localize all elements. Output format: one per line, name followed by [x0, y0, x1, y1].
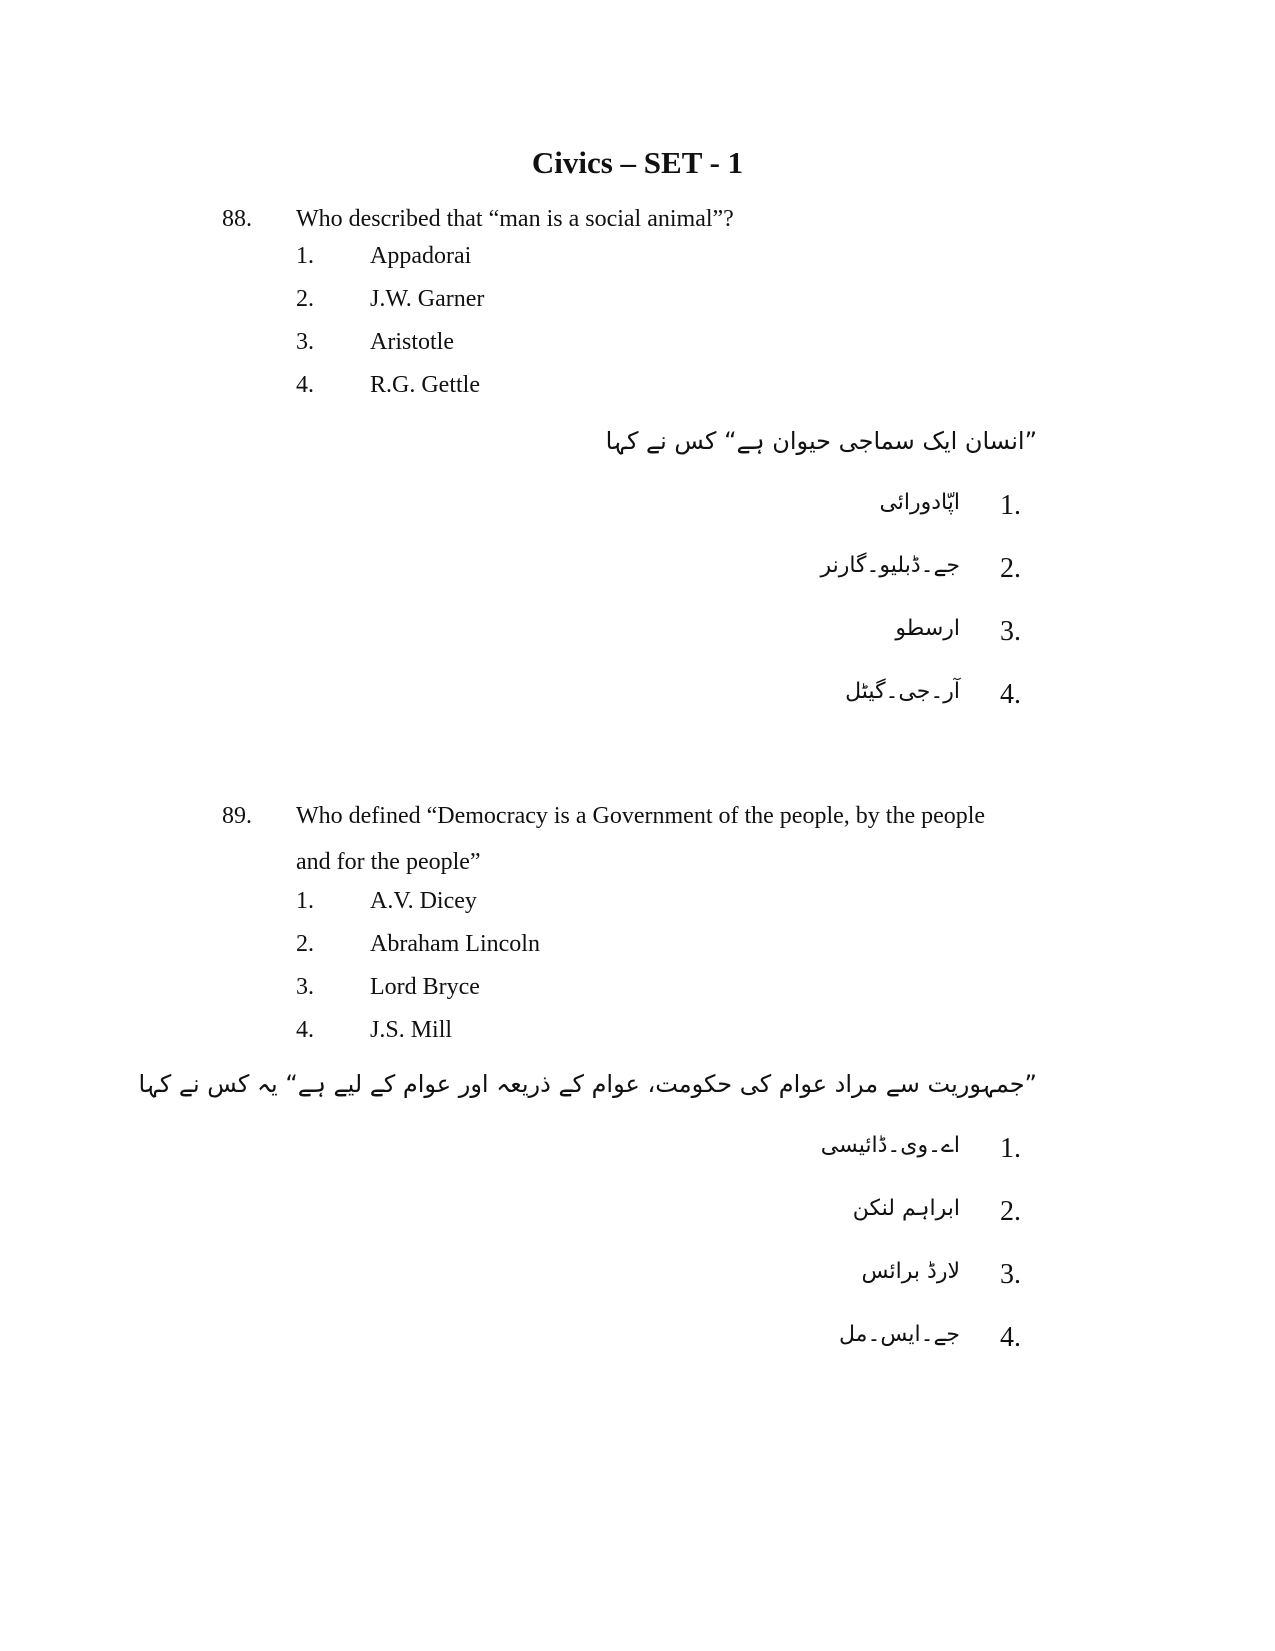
urdu-option-1: 1. اے۔وی۔ڈائیسی [820, 1133, 1021, 1164]
urdu-question-text: ”انسان ایک سماجی حیوان ہے“ کس نے کہا [605, 427, 1037, 455]
urdu-option-4: 4. آر۔جی۔گیٹل [845, 679, 1021, 710]
question-text: Who defined “Democracy is a Government of the people, by the people and for the people” [296, 803, 986, 875]
question-text: Who described that “man is a social animal”? [296, 206, 734, 232]
urdu-option-1: 1. اپّادورائی [879, 490, 1021, 521]
urdu-option-2: 2. جے۔ڈبلیو۔گارنر [820, 553, 1021, 584]
urdu-option-4: 4. جے۔ایس۔مل [839, 1322, 1021, 1353]
question-number: 88. [222, 206, 252, 232]
urdu-question-text: ”جمہوریت سے مراد عوام کی حکومت، عوام کے ذریعہ اور عوام کے لیے ہے“ یہ کس نے کہا [138, 1070, 1037, 1098]
urdu-option-2: 2. ابراہم لنکن [852, 1196, 1021, 1227]
urdu-option-3: 3. لارڈ برائس [861, 1259, 1021, 1290]
question-number: 89. [222, 803, 252, 829]
page-title: Civics – SET - 1 [531, 145, 744, 180]
urdu-option-3: 3. ارسطو [895, 616, 1021, 647]
